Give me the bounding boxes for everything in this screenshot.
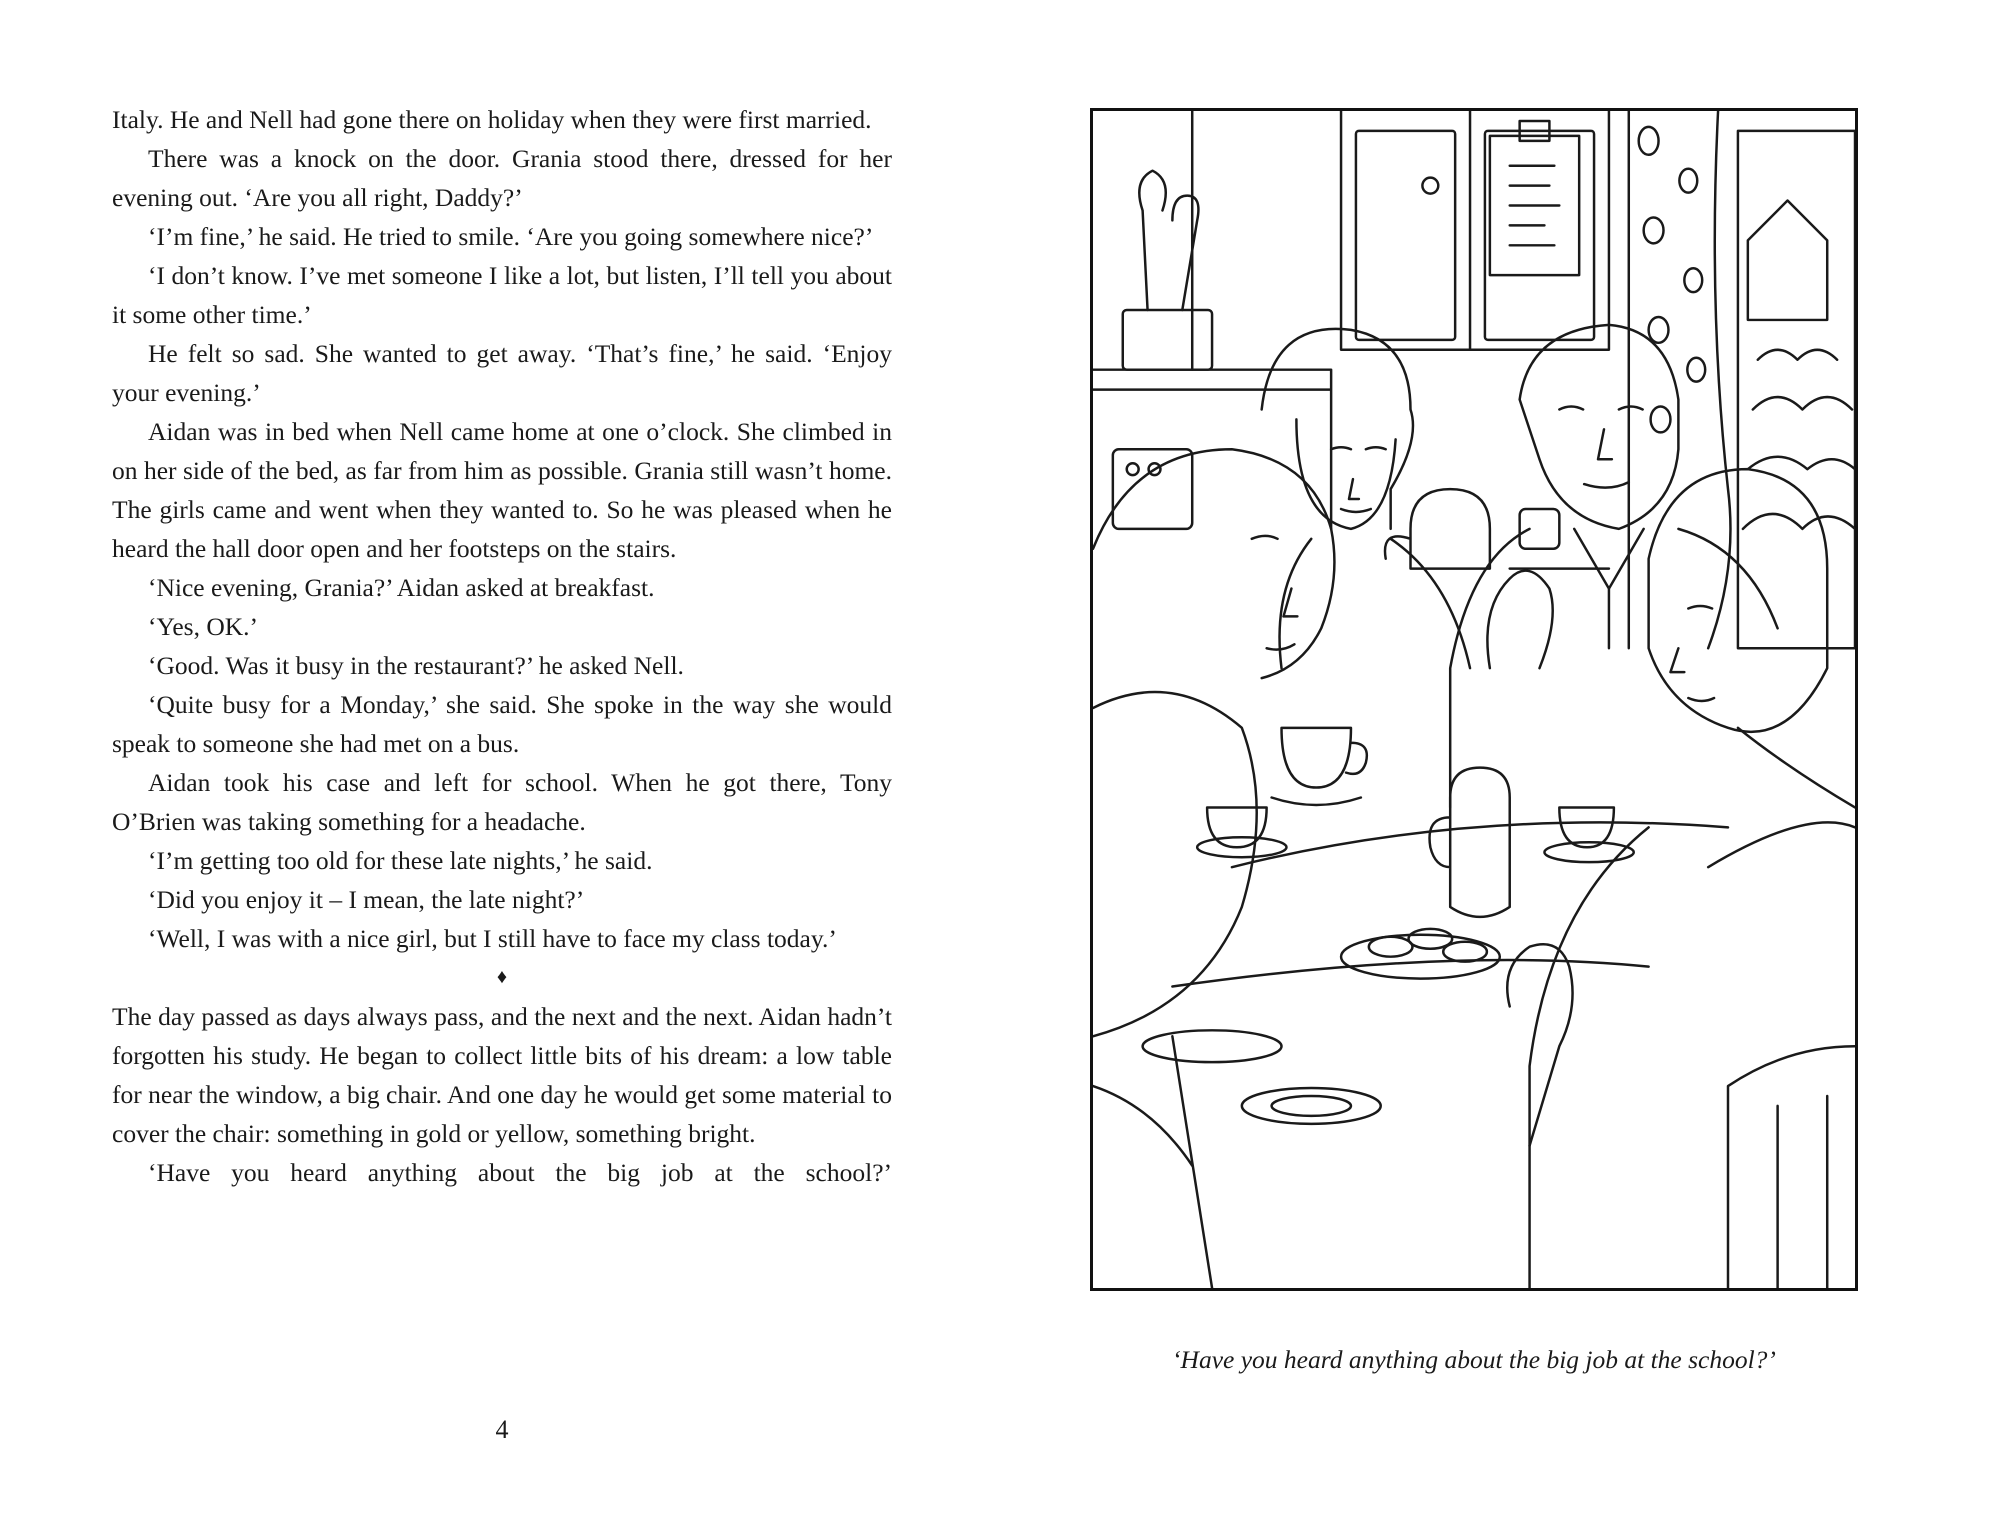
paragraph: Aidan was in bed when Nell came home at one o’clock. She climbed in on her side of the bed, as far from him as possible. Grania still wasn’t home. The girls came and went when they wanted to. So he was pleased when he heard the hall door open and her footsteps on the stairs. — [112, 417, 892, 563]
page-number: 4 — [495, 1415, 509, 1444]
foreground-hand-and-chair — [1507, 822, 1855, 1288]
woman-foreground — [1093, 449, 1334, 1288]
paragraph: ‘Yes, OK.’ — [148, 612, 259, 641]
paragraph: ‘Well, I was with a nice girl, but I still have to face my class today.’ — [148, 924, 837, 953]
paragraph: ‘Good. Was it busy in the restaurant?’ he asked Nell. — [148, 651, 684, 680]
paragraph: ‘Have you heard anything about the big job at the school?’ — [148, 1158, 892, 1187]
shelf-with-utensils — [1093, 171, 1331, 529]
paragraph: ‘I’m fine,’ he said. He tried to smile. ‘Are you going somewhere nice?’ — [148, 222, 874, 251]
paragraph: Aidan took his case and left for school. When he got there, Tony O’Brien was taking something for a headache. — [112, 768, 892, 836]
paragraph: He felt so sad. She wanted to get away. ‘That’s fine,’ he said. ‘Enjoy your evening.’ — [112, 339, 892, 407]
paragraph: ‘Did you enjoy it – I mean, the late night?’ — [148, 885, 585, 914]
paragraph: There was a knock on the door. Grania stood there, dressed for her evening out. ‘Are you all right, Daddy?’ — [112, 144, 892, 212]
clipboard — [1490, 121, 1579, 275]
illustration-caption: ‘Have you heard anything about the big job at the school?’ — [1172, 1345, 1776, 1374]
table-setting — [1143, 768, 1728, 1124]
body-text — [112, 100, 892, 1192]
left-page — [112, 100, 892, 1192]
paragraph: ‘Nice evening, Grania?’ Aidan asked at breakfast. — [148, 573, 655, 602]
paragraph: ‘I’m getting too old for these late nights,’ he said. — [148, 846, 653, 875]
cabinets — [1192, 111, 1609, 370]
paragraph: The day passed as days always pass, and the next and the next. Aidan hadn’t forgotten his study. He began to collect little bits of his dream: a low table for near the window, a big chair. And one day he would get some material to cover the chair: something in gold or yellow, something bright. — [112, 1002, 892, 1148]
paragraph: ‘I don’t know. I’ve met someone I like a lot, but listen, I’ll tell you about it some other time.’ — [112, 261, 892, 329]
teacup — [1272, 728, 1367, 805]
window-view — [1738, 131, 1855, 648]
paragraph: ‘Quite busy for a Monday,’ she said. She spoke in the way she would speak to someone she had met on a bus. — [112, 690, 892, 758]
illustration — [1090, 108, 1858, 1291]
paragraph: Italy. He and Nell had gone there on holiday when they were first married. — [112, 105, 872, 134]
polka-dot-curtain — [1629, 111, 1731, 648]
kitchen-table-scene-drawing — [1093, 111, 1855, 1288]
scene-break-diamond: ♦ — [496, 966, 508, 988]
